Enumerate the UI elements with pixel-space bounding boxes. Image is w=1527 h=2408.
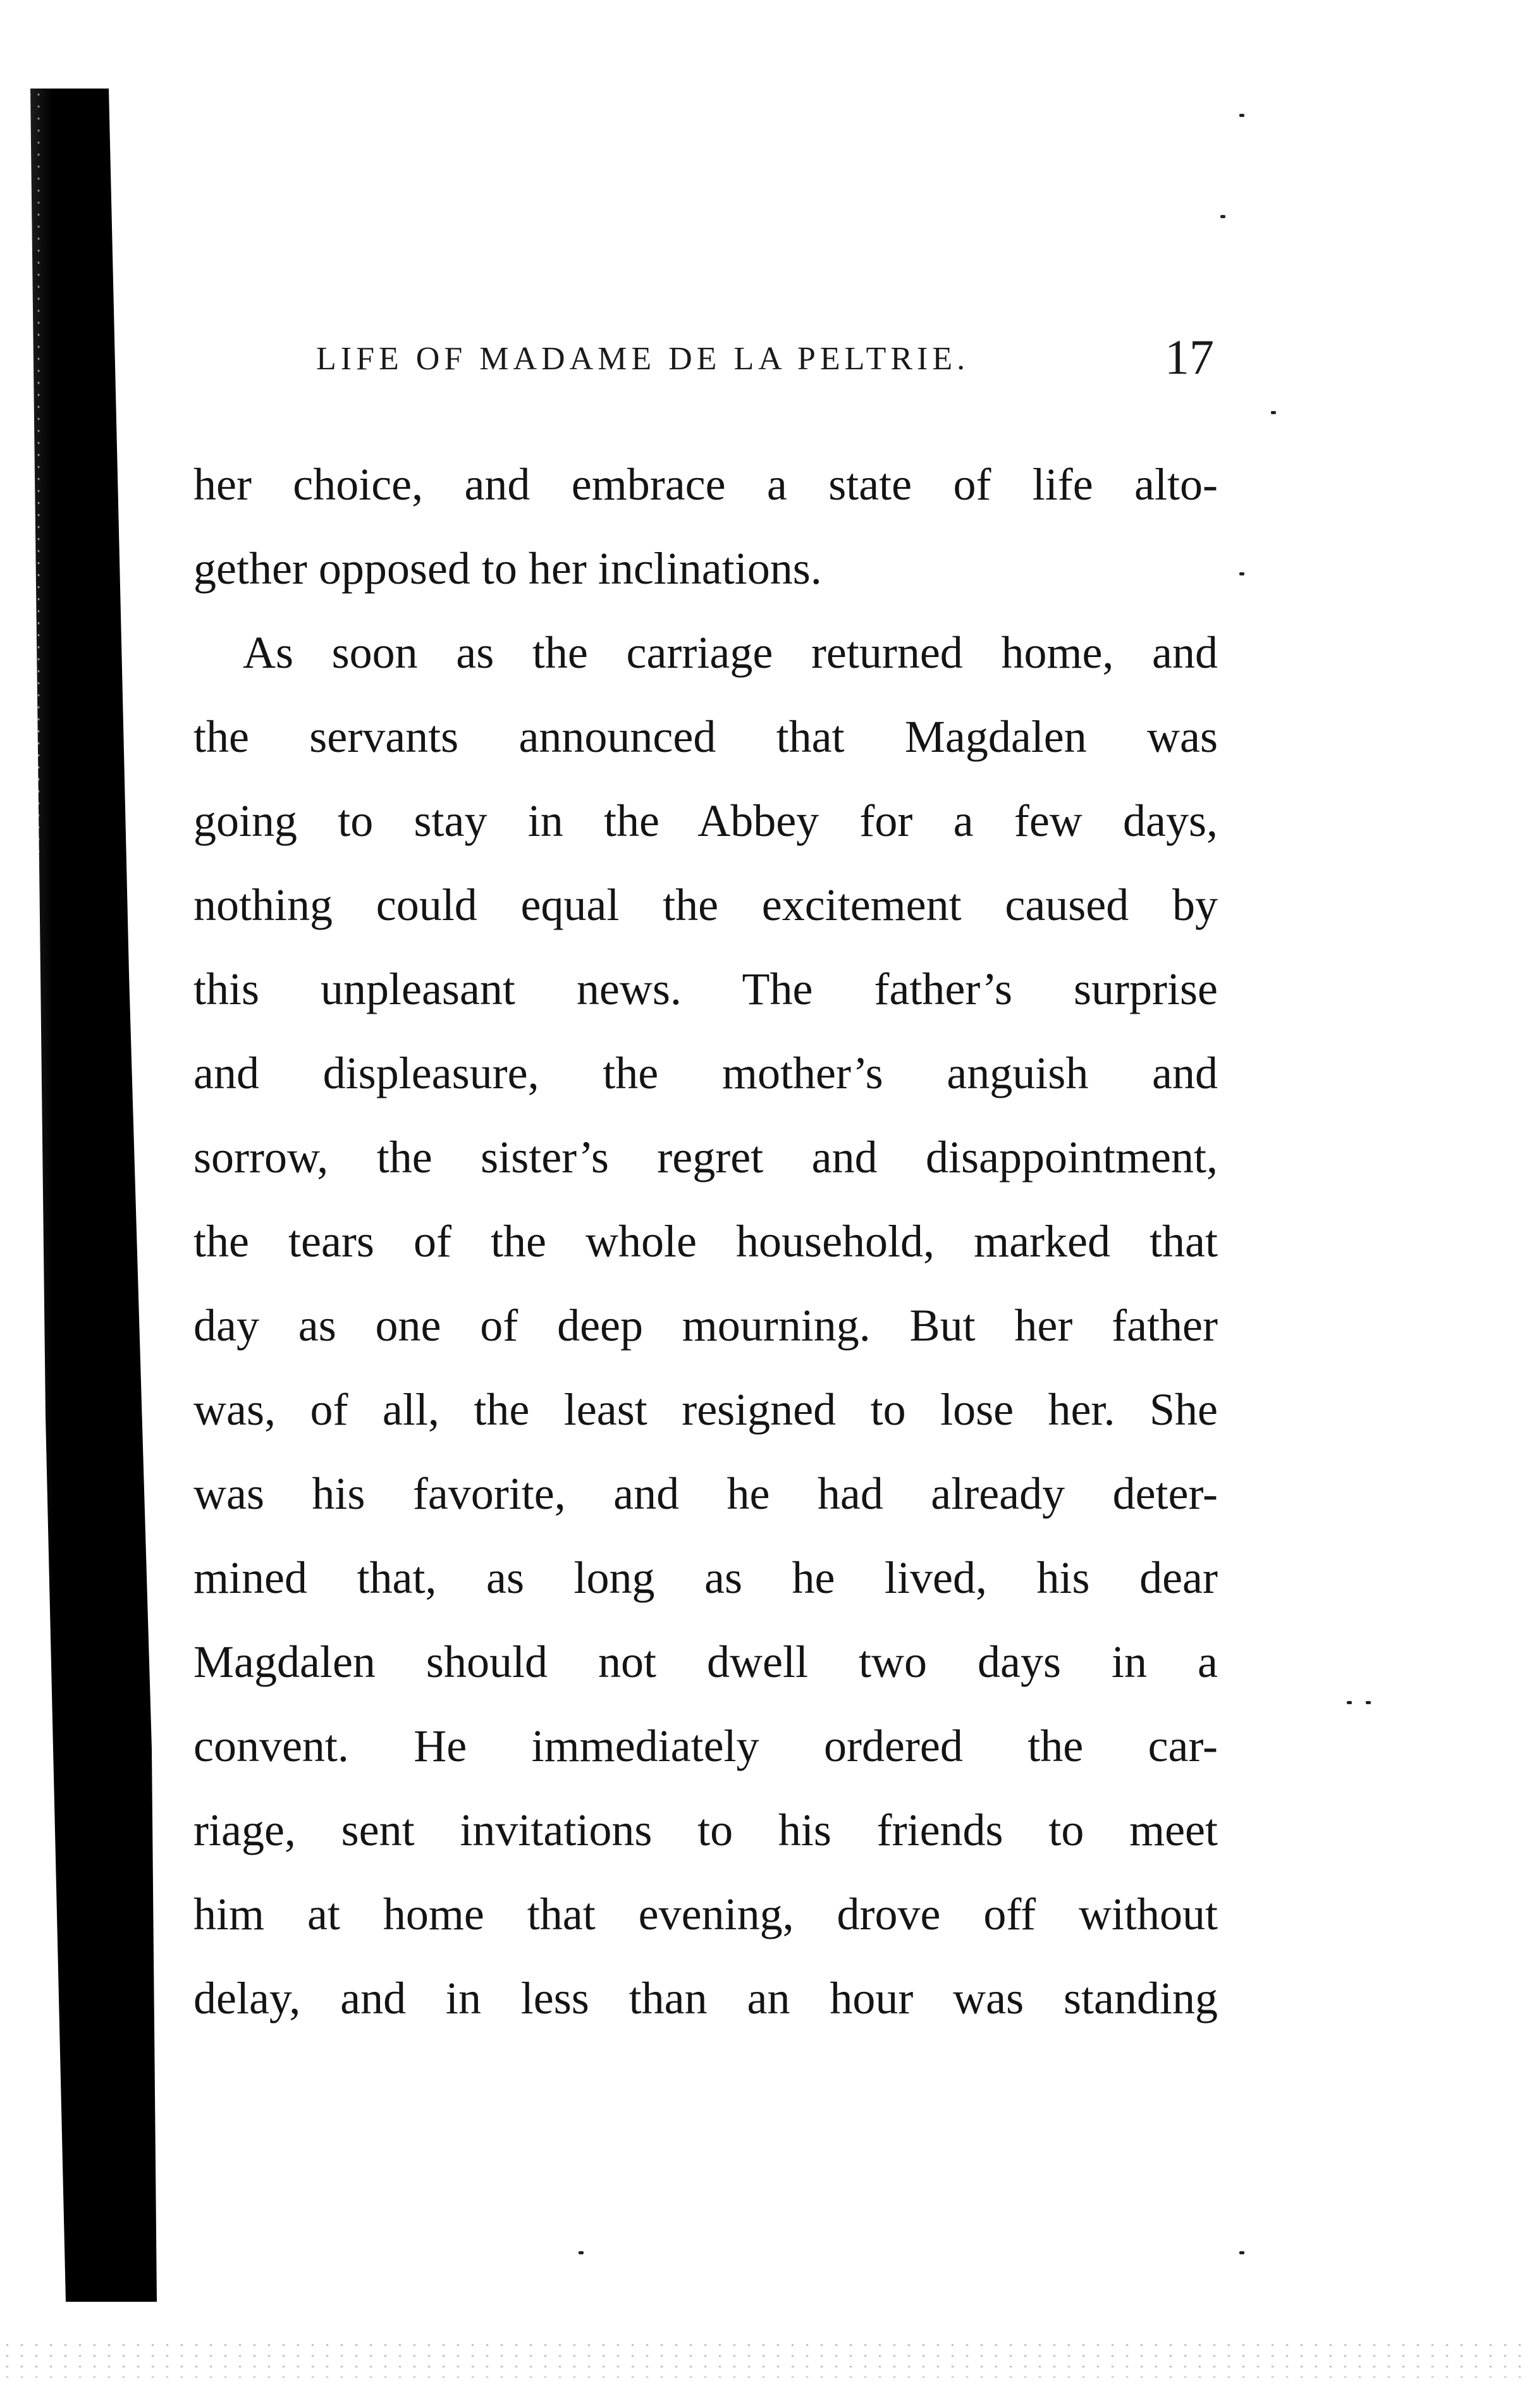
text-line: going to stay in the Abbey for a few days, (193, 796, 1218, 846)
stray-ink-mark (1239, 114, 1244, 117)
text-line: riage, sent invitations to his friends to meet (193, 1805, 1218, 1855)
text-line: sorrow, the sister’s regret and disappointment, (193, 1132, 1218, 1182)
body-text (193, 443, 1218, 2041)
stray-ink-mark (1347, 1701, 1352, 1704)
running-header (190, 329, 1214, 392)
text-line: was his favorite, and he had already deter- (193, 1468, 1218, 1519)
page-number: 17 (1165, 329, 1214, 384)
text-line: mined that, as long as he lived, his dear (193, 1552, 1218, 1603)
text-line: him at home that evening, drove off without (193, 1889, 1218, 1939)
text-line: As soon as the carriage returned home, and (243, 627, 1218, 678)
text-line: convent. He immediately ordered the car- (193, 1721, 1218, 1771)
text-line: this unpleasant news. The father’s surprise (193, 964, 1218, 1014)
text-line: and displeasure, the mother’s anguish and (193, 1048, 1218, 1098)
binding-edge-texture (25, 89, 44, 2302)
text-line: was, of all, the least resigned to lose her. She (193, 1384, 1218, 1435)
stray-ink-mark (579, 2251, 584, 2254)
text-line: day as one of deep mourning. But her father (193, 1300, 1218, 1351)
stray-ink-mark (1366, 1701, 1371, 1704)
text-line: gether opposed to her inclinations. (193, 543, 822, 594)
text-line: delay, and in less than an hour was standing (193, 1973, 1218, 2024)
text-line: her choice, and embrace a state of life alto- (193, 459, 1218, 510)
running-title: LIFE OF MADAME DE LA PELTRIE. (316, 341, 970, 377)
text-line: the tears of the whole household, marked that (193, 1216, 1218, 1267)
binding-edge (30, 89, 157, 2302)
stray-ink-mark (1220, 215, 1225, 218)
text-line: the servants announced that Magdalen was (193, 711, 1218, 762)
stray-ink-mark (1239, 572, 1244, 575)
text-line: nothing could equal the excitement caused by (193, 880, 1218, 930)
text-line: Magdalen should not dwell two days in a (193, 1637, 1218, 1687)
stray-ink-mark (1271, 411, 1276, 414)
stray-ink-mark (1239, 2251, 1244, 2254)
page-edge-noise (0, 2340, 1527, 2378)
